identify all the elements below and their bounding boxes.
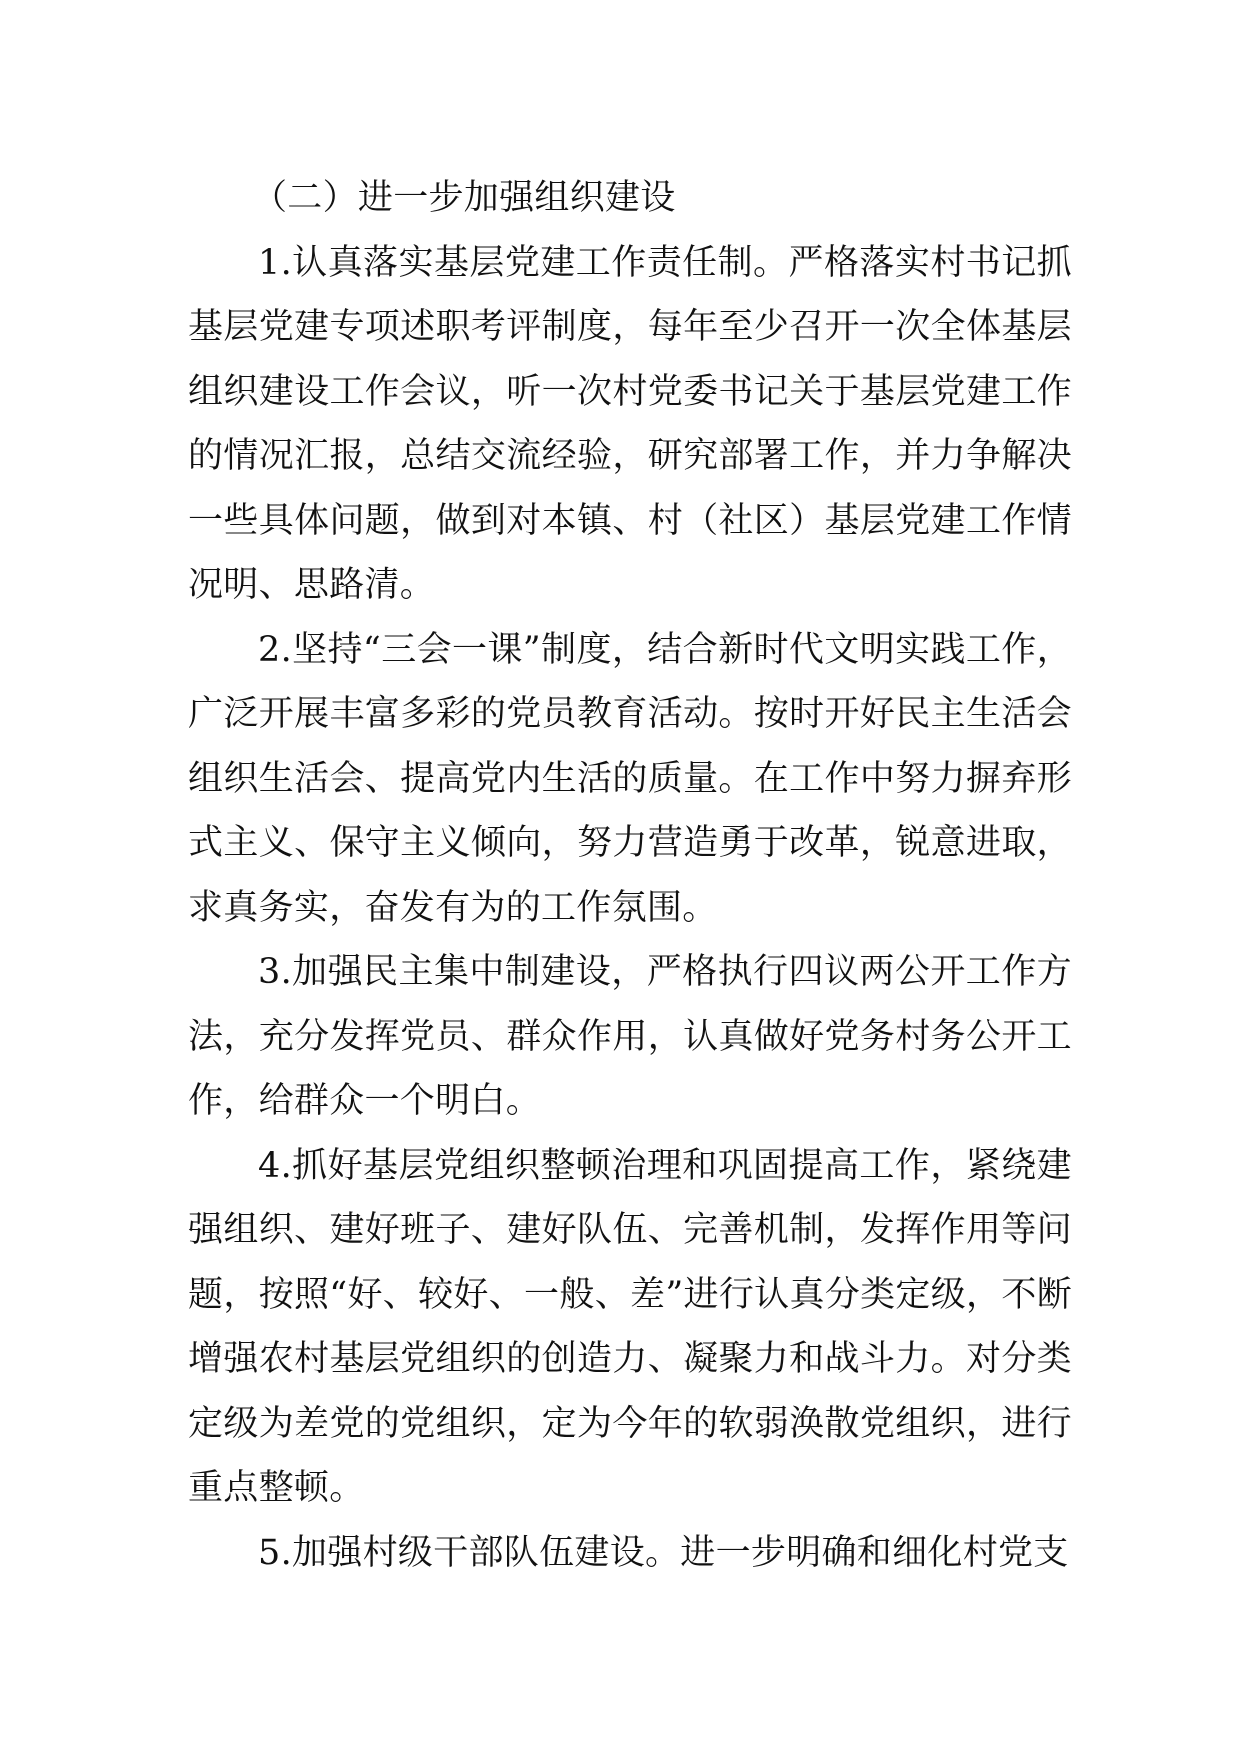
- paragraph-5: 5.加强村级干部队伍建设。进一步明确和细化村党支: [258, 1532, 1069, 1573]
- section-heading: （二）进一步加强组织建设: [252, 178, 676, 218]
- paragraph-4: 4.抓好基层党组织整顿治理和巩固提高工作，紧绕建强组织、建好班子、建好队伍、完善机制，发挥作用等问题，按照“好、较好、一般、差”进行认真分类定级，不断增强农村基层党组织的创造力、凝聚力和战斗力。对分类定级为差党的党组织，定为今年的软弱涣散党组织，进行重点整顿。: [188, 1145, 1072, 1508]
- document-body: [188, 166, 1072, 1585]
- paragraph-1: 1.认真落实基层党建工作责任制。严格落实村书记抓基层党建专项述职考评制度，每年至少召开一次全体基层组织建设工作会议，听一次村党委书记关于基层党建工作的情况汇报，总结交流经验，研究部署工作，并力争解决一些具体问题，做到对本镇、村（社区）基层党建工作情况明、思路清。: [188, 242, 1072, 605]
- paragraph-3: 3.加强民主集中制建设，严格执行四议两公开工作方法，充分发挥党员、群众作用，认真做好党务村务公开工作，给群众一个明白。: [188, 952, 1072, 1121]
- paragraph-2: 2.坚持“三会一课”制度，结合新时代文明实践工作，广泛开展丰富多彩的党员教育活动。按时开好民主生活会组织生活会、提高党内生活的质量。在工作中努力摒弃形式主义、保守主义倾向，努力营造勇于改革，锐意进取，求真务实，奋发有为的工作氛围。: [188, 629, 1072, 928]
